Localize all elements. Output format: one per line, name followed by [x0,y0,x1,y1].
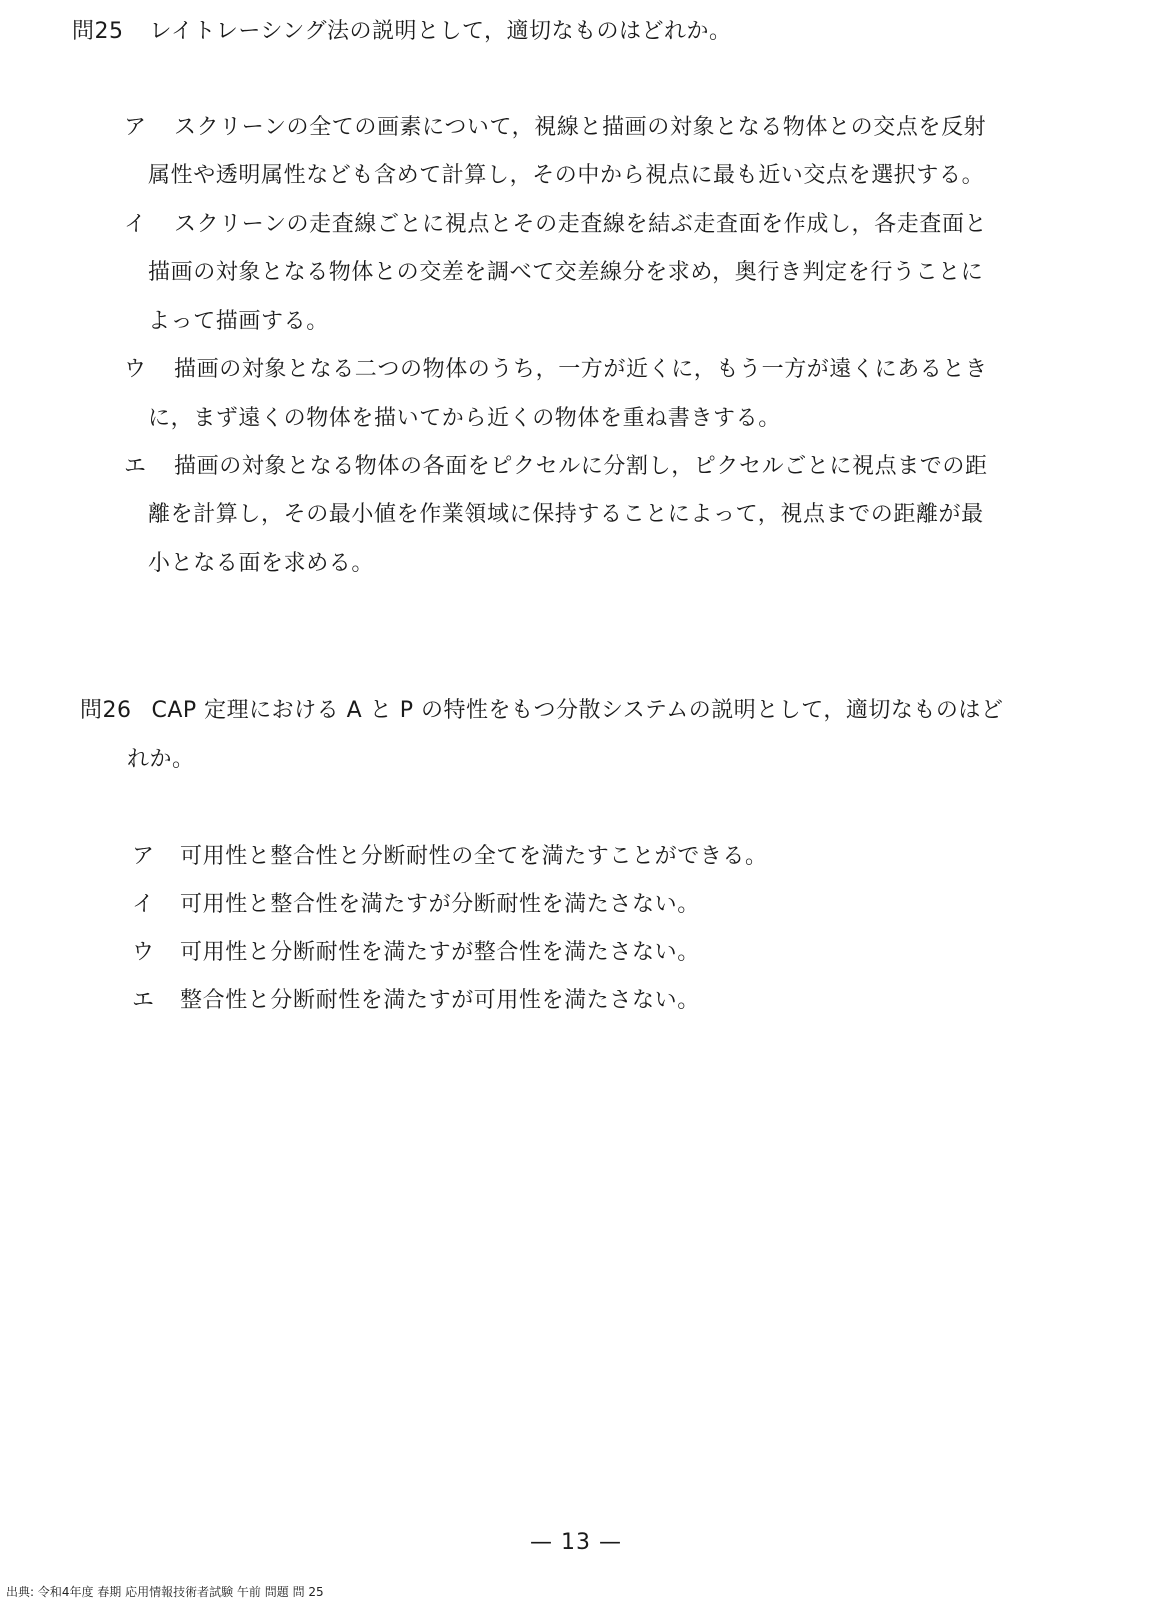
q26-option-e-label: エ [132,988,155,1013]
q26-option-a-text: 可用性と整合性と分断耐性の全てを満たすことができる。 [180,844,768,869]
q26-number: 問26 [80,698,132,723]
q25-option-e-label: エ [124,454,147,479]
q25-option-a-label: ア [124,115,147,140]
q25-option-u-label: ウ [124,357,147,382]
q26-option-i-text: 可用性と整合性を満たすが分断耐性を満たさない。 [180,892,700,917]
q25-question: レイトレーシング法の説明として，適切なものはどれか。 [149,19,732,44]
q25-option-i-line2: 描画の対象となる物体との交差を調べて交差線分を求め，奥行き判定を行うことに [148,260,984,285]
q26-option-u-label: ウ [132,940,155,965]
q25-option-i-label: イ [124,212,147,237]
page-number: — 13 — [530,1530,622,1555]
q25-option-e-line1: 描画の対象となる物体の各面をピクセルに分割し，ピクセルごとに視点までの距 [174,454,988,479]
q25-option-i-line3: よって描画する。 [148,309,329,334]
q26-option-e-text: 整合性と分断耐性を満たすが可用性を満たさない。 [180,988,700,1013]
q25-option-e-line3: 小となる面を求める。 [148,551,375,576]
q26-option-i-label: イ [132,892,155,917]
q26-question-line1: CAP 定理における A と P の特性をもつ分散システムの説明として，適切なものはど [151,698,1004,723]
q25-number: 問25 [72,19,124,44]
q26-question-line2: れか。 [127,747,195,772]
q25-option-u-line2: に，まず遠くの物体を描いてから近くの物体を重ね書きする。 [148,406,781,431]
q25-option-a-line2: 属性や透明属性なども含めて計算し，その中から視点に最も近い交点を選択する。 [148,163,985,188]
q25-option-a-line1: スクリーンの全ての画素について，視線と描画の対象となる物体との交点を反射 [174,115,987,140]
q26-option-a-label: ア [132,844,155,869]
q25-heading [72,17,732,47]
q25-option-u-line1: 描画の対象となる二つの物体のうち，一方が近くに，もう一方が遠くにあるとき [174,357,988,382]
q25-option-i-line1: スクリーンの走査線ごとに視点とその走査線を結ぶ走査面を作成し，各走査面と [174,212,988,237]
q25-option-e-line2: 離を計算し，その最小値を作業領域に保持することによって，視点までの距離が最 [148,502,984,527]
q26-option-u-text: 可用性と分断耐性を満たすが整合性を満たさない。 [180,940,700,965]
source-citation: 出典: 令和4年度 春期 応用情報技術者試験 午前 問題 問 25 [6,1585,324,1599]
q26-heading [80,696,1003,726]
